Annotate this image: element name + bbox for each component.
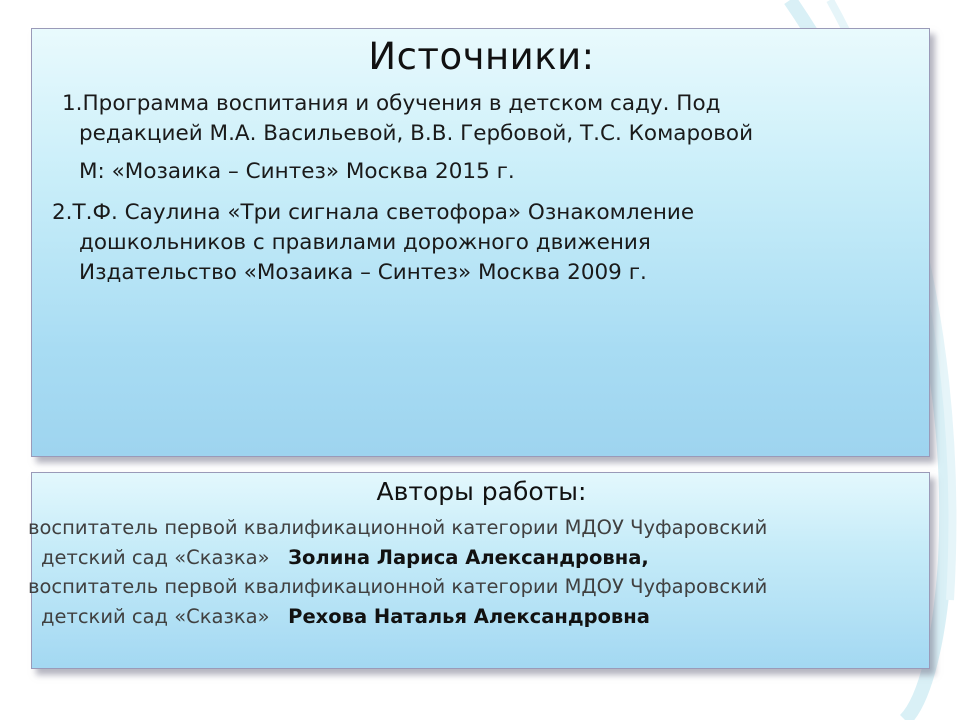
author-2-workplace-line — [41, 605, 650, 628]
sources-title: Источники: — [368, 35, 595, 78]
author-2-position: воспитатель первой квалификационной категории МДОУ Чуфаровский — [28, 575, 768, 598]
sources-panel — [31, 28, 930, 457]
author-2-workplace: детский сад «Сказка» — [41, 605, 270, 628]
source-item-1-line-2: редакцией М.А. Васильевой, В.В. Гербовой, Т.С. Комаровой — [79, 121, 754, 146]
author-1-position: воспитатель первой квалификационной категории МДОУ Чуфаровский — [28, 516, 768, 539]
source-item-2-line-3: Издательство «Мозаика – Синтез» Москва 2009 г. — [79, 260, 647, 285]
author-2-name: Рехова Наталья Александровна — [288, 605, 650, 628]
author-1-workplace-line — [41, 546, 649, 569]
author-1-name: Золина Лариса Александровна, — [288, 546, 649, 569]
author-1-workplace: детский сад «Сказка» — [41, 546, 270, 569]
authors-panel — [28, 472, 930, 669]
authors-title: Авторы работы: — [376, 477, 587, 506]
source-item-2-line-1: 2.Т.Ф. Саулина «Три сигнала светофора» Ознакомление — [52, 200, 695, 225]
source-item-1-line-1: 1.Программа воспитания и обучения в детском саду. Под — [62, 91, 721, 116]
source-item-2-line-2: дошкольников с правилами дорожного движения — [79, 230, 651, 255]
source-item-1-line-3: М: «Мозаика – Синтез» Москва 2015 г. — [79, 159, 515, 184]
